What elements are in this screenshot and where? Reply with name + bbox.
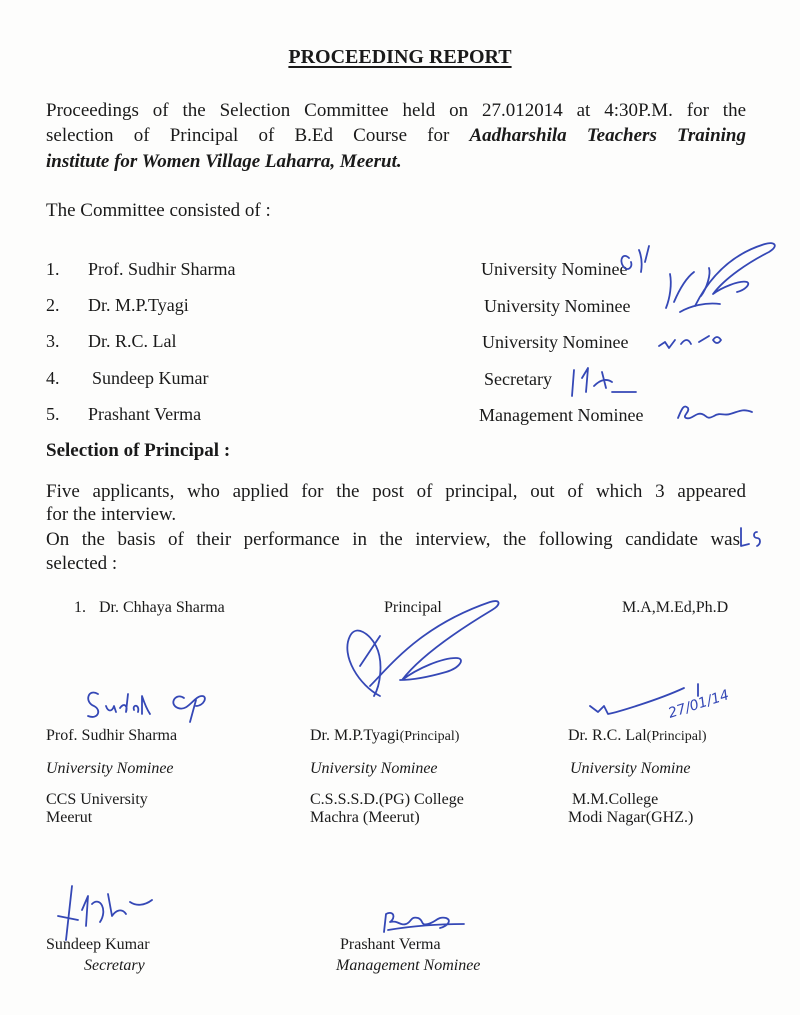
- selection-line-4: selected :: [46, 553, 118, 574]
- committee-role-1: University Nominee: [481, 259, 628, 279]
- signature-tyagi-principal: [320, 596, 510, 706]
- intro-line-2: [46, 123, 746, 149]
- institute-name-part-1: Aadharshila Teachers Training: [469, 125, 746, 146]
- committee-name-4: Sundeep Kumar: [92, 368, 209, 388]
- committee-heading: The Committee consisted of :: [46, 200, 271, 221]
- signatory-2-name-text: Dr. M.P.Tyagi: [310, 727, 400, 744]
- committee-role-3: University Nominee: [482, 332, 629, 352]
- committee-num-3: 3.: [46, 331, 60, 351]
- signature-sundeep-small: [562, 356, 642, 400]
- report-title: PROCEEDING REPORT: [288, 46, 512, 68]
- signatory-1-org1: CCS University: [46, 791, 148, 808]
- signature-sudhir: [84, 680, 224, 728]
- intro-line-3: [46, 149, 402, 175]
- signature-lal-small: [655, 328, 735, 356]
- management-nominee-role: Management Nominee: [336, 957, 481, 974]
- signatory-1-name: Prof. Sudhir Sharma: [46, 727, 178, 744]
- management-nominee-name: Prashant Verma: [340, 936, 441, 953]
- selection-line-3: On the basis of their performance in the interview, the following candidate was: [46, 529, 740, 550]
- signatory-2-org2: Machra (Meerut): [310, 809, 420, 826]
- committee-role-2: University Nominee: [484, 296, 631, 316]
- committee-num-5: 5.: [46, 404, 60, 424]
- selection-heading: Selection of Principal :: [46, 440, 231, 461]
- candidate-name: Dr. Chhaya Sharma: [99, 599, 225, 616]
- committee-role-4: Secretary: [484, 369, 552, 389]
- signature-sundeep: [52, 880, 162, 942]
- committee-role-5: Management Nominee: [479, 405, 644, 425]
- committee-name-3: Dr. R.C. Lal: [88, 331, 177, 351]
- signature-lal-date: 27/01/14: [666, 687, 732, 722]
- intro-line-1: Proceedings of the Selection Committee held on 27.012014 at 4:30P.M. for the: [46, 100, 746, 121]
- signatory-1-org2: Meerut: [46, 809, 93, 826]
- intro-period: .: [396, 151, 402, 172]
- signatory-3-name: [568, 727, 707, 745]
- secretary-name: Sundeep Kumar: [46, 936, 150, 953]
- signature-mark-was: [735, 522, 775, 552]
- signatory-2-role: University Nominee: [310, 760, 438, 777]
- committee-name-5: Prashant Verma: [88, 404, 202, 424]
- signature-lal: [580, 670, 760, 726]
- secretary-role: Secretary: [84, 957, 145, 974]
- committee-num-4: 4.: [46, 368, 60, 388]
- candidate-post: Principal: [384, 599, 442, 616]
- candidate-num: 1.: [74, 599, 86, 616]
- signatory-3-org1: M.M.College: [572, 791, 659, 808]
- intro-line-2-text: selection of Principal of B.Ed Course for: [46, 125, 470, 146]
- signatory-3-org2: Modi Nagar(GHZ.): [568, 809, 694, 826]
- selection-line-2: for the interview.: [46, 504, 177, 525]
- signatory-3-name-text: Dr. R.C. Lal: [568, 727, 647, 744]
- committee-name-1: Prof. Sudhir Sharma: [88, 259, 236, 279]
- committee-num-2: 2.: [46, 295, 60, 315]
- candidate-qualification: M.A,M.Ed,Ph.D: [622, 599, 729, 616]
- signatory-2-name: [310, 727, 459, 745]
- committee-num-1: 1.: [46, 259, 60, 279]
- signature-prashant: [378, 906, 468, 936]
- signatory-3-role: University Nomine: [570, 760, 691, 777]
- committee-name-2: Dr. M.P.Tyagi: [88, 295, 189, 315]
- signatory-1-role: University Nominee: [46, 760, 174, 777]
- signature-prashant-small: [672, 396, 762, 426]
- signature-tyagi-small: [660, 262, 740, 322]
- selection-line-1: Five applicants, who applied for the post of principal, out of which 3 appeared: [46, 481, 746, 502]
- signatory-2-suffix: (Principal): [399, 729, 460, 744]
- signatory-3-suffix: (Principal): [646, 729, 707, 744]
- institute-name-part-2: institute for Women Village Laharra, Meerut: [46, 151, 397, 172]
- signatory-2-org1: C.S.S.S.D.(PG) College: [310, 791, 464, 808]
